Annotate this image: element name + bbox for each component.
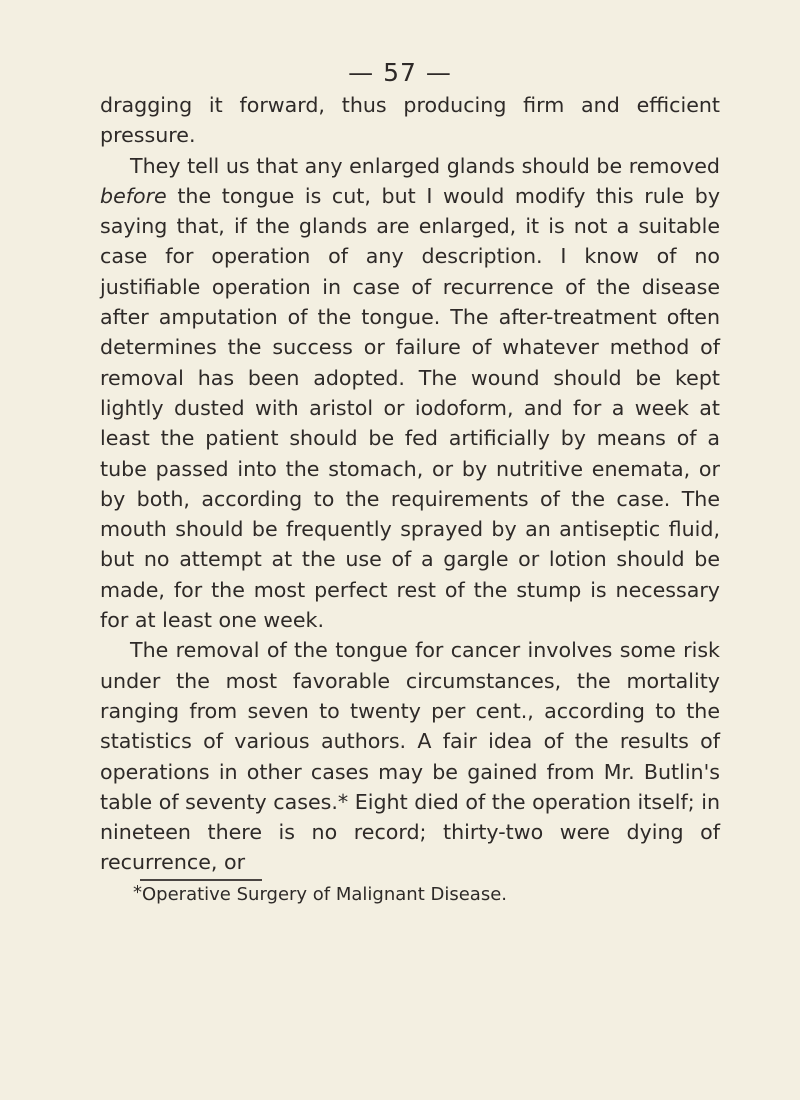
paragraph — [100, 635, 720, 877]
footnote — [133, 881, 507, 909]
paragraph — [100, 90, 720, 151]
text-segment: the tongue is cut, but I would modify this rule by saying that, if the glands are enlarged, it is not a suitable case for operation of any description. I know of no justifiable operation in case of recurrence of the disease after amputation of the tongue. The after-treatment often determines the success or failure of whatever method of removal has been adopted. The wound should be kept lightly dusted with aristol or iodoform, and for a week at least the patient should be fed artificially by means of a tube passed into the stomach, or by nutritive enemata, or by both, according to the requirements of the case. The mouth should be frequently sprayed by an antiseptic fluid, but no attempt at the use of a gargle or lotion should be made, for the most perfect rest of the stump is necessary for at least one week. — [100, 183, 720, 633]
text-segment: They tell us that any enlarged glands should be removed — [130, 153, 720, 178]
text-segment: The removal of the tongue for cancer involves some risk under the most favorable circumstances, the mortality ranging from seven to twenty per cent., according to the statistics of various authors. A fair idea of the results of operations in other cases may be gained from Mr. Butlin's table of seventy cases.* Eight died of the operation itself; in nineteen there is no record; thirty-two were dying of recurrence, or — [100, 638, 720, 875]
body-text — [100, 90, 720, 878]
paragraph — [100, 151, 720, 636]
italic-emphasis: before — [100, 183, 167, 208]
page-number: — 57 — — [348, 58, 452, 87]
text-segment: dragging it forward, thus producing firm and efficient pressure. — [100, 93, 720, 148]
footnote-text: Operative Surgery of Malignant Disease. — [142, 884, 508, 905]
footnote-mark: * — [133, 882, 142, 903]
